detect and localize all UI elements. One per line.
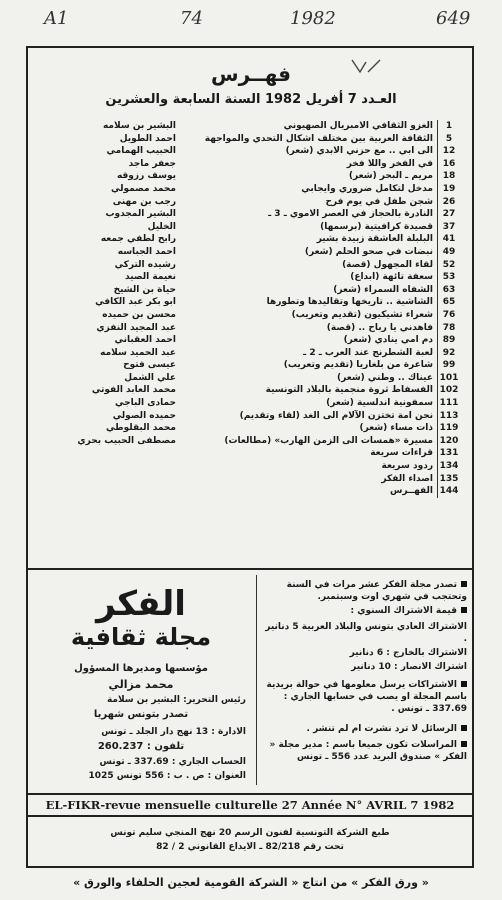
toc-row (36, 221, 460, 234)
toc-page-number: 5 (445, 133, 453, 144)
toc-author: ابو بكر عبد الكافي (95, 297, 176, 308)
toc-page-number: 76 (442, 309, 456, 320)
toc-separator (437, 259, 438, 272)
toc-separator (437, 183, 438, 196)
printer-line: تحت رقم 82/218 ـ الايداع القانوني 2 / 82 (156, 842, 344, 852)
toc-title: مدخل لتكامل ضروري وايجابي (301, 183, 433, 194)
toc-author: عيسى فتوح (123, 360, 176, 371)
publication-frequency: تصدر بتونس شهريا (93, 709, 189, 720)
toc-author: رشيده التركي (114, 259, 176, 270)
sub-text: الاشتراك العادي بتونس والبلاد العربية 5 دنانير . (265, 622, 467, 644)
toc-separator (437, 460, 438, 473)
toc-row (36, 133, 460, 146)
toc-page-number: 65 (442, 297, 456, 308)
sub-text: تصدر مجلة الفكر عشر مرات في السنة وتحتجب في شهري اوت وسبتمبر. (286, 580, 467, 602)
bullet-icon (461, 581, 467, 587)
toc-author: محمد مصمولي (110, 183, 176, 194)
toc-separator (437, 309, 438, 322)
toc-separator (437, 359, 438, 372)
toc-author: احمد الجباسه (117, 246, 176, 257)
sub-item (263, 605, 467, 617)
toc-author: حياة بن الشيخ (113, 284, 176, 295)
toc-separator (437, 322, 438, 335)
toc-author: مصطفى الحبيب بحري (77, 435, 176, 446)
toc-title: لعبة الشطرنج عند العرب ـ 2 ـ (303, 347, 433, 358)
bullet-icon (461, 607, 467, 613)
toc-page-number: 135 (439, 473, 459, 484)
toc-author: رجب بن مهنى (112, 196, 176, 207)
toc-title: مريم ـ البحر (شعر) (348, 171, 433, 182)
handwritten-code-mid: 74 (180, 8, 203, 29)
toc-page-number: 16 (442, 158, 456, 169)
toc-title: اصداء الفكر (381, 473, 433, 484)
toc-page-number: 99 (442, 360, 456, 371)
toc-title: الفسفاط ثروة منجمية بالبلاد التونسية (265, 385, 433, 396)
toc-page-number: 134 (439, 461, 459, 472)
toc-page-number: 18 (442, 171, 456, 182)
sub-item (263, 647, 467, 659)
paper-note: « ورق الفكر » من انتاج « الشركة القومية لعجين الحلفاء والورق » (73, 876, 429, 889)
toc-title: قراءات سريعة (370, 448, 433, 459)
toc-separator (437, 384, 438, 397)
bank-account: الحساب الجاري : 337.69 ـ تونس (99, 757, 246, 767)
toc-author: عبد المجيد النفزي (96, 322, 176, 333)
toc-separator (437, 473, 438, 486)
toc-row (36, 145, 460, 158)
toc-row (36, 246, 460, 259)
phone: تلفون : 260.237 (97, 741, 185, 752)
toc-row (36, 259, 460, 272)
toc-title: قصيدة كرافيتية (برسمها) (320, 221, 433, 232)
toc-separator (437, 120, 438, 133)
toc-title: النادرة بالحجاز في العصر الاموي ـ 3 ـ (268, 209, 433, 220)
sub-item (263, 723, 467, 735)
toc-separator (437, 422, 438, 435)
toc-author: علي الشمل (124, 372, 176, 383)
magazine-masthead (36, 575, 246, 785)
sub-item (263, 621, 467, 645)
toc-title: شعراء تشيكيون (تقديم وتعريب) (291, 309, 433, 320)
toc-separator (437, 246, 438, 259)
issue-line: العـدد 7 أفريل 1982 السنة السابعة والعشرين (105, 92, 397, 107)
toc-separator (437, 221, 438, 234)
toc-title: البلبلة العاشقة زبيدة بشير (316, 234, 433, 245)
toc-row (36, 170, 460, 183)
toc-title: الشفاه السمراء (شعر) (333, 284, 433, 295)
toc-page-number: 120 (439, 435, 459, 446)
toc-page-number: 63 (442, 284, 456, 295)
magazine-logo: الفكر (96, 584, 186, 624)
toc-page-number: 131 (439, 448, 459, 459)
toc-title: نبضات في صحو الحلم (شعر) (304, 246, 433, 257)
toc-separator (437, 397, 438, 410)
toc-title: شجن طفل في يوم فرح (325, 196, 433, 207)
toc-row (36, 384, 460, 397)
toc-row (36, 334, 460, 347)
toc-page-number: 52 (442, 259, 456, 270)
handwritten-year: 1982 (290, 8, 336, 29)
sub-text: الاشتراك بالخارج : 6 دنانير (349, 648, 467, 658)
toc-separator (437, 284, 438, 297)
sub-text: قيمة الاشتراك السنوي : (350, 606, 457, 616)
toc-row (36, 435, 460, 448)
sub-text: الرسائل لا ترد نشرت ام لم تنشر . (306, 724, 457, 734)
toc-title: في الفخر واللا فخر (346, 158, 433, 169)
table-of-contents (36, 120, 460, 498)
toc-separator (437, 334, 438, 347)
toc-row (36, 271, 460, 284)
toc-row (36, 347, 460, 360)
toc-author: البشير بن سلامه (102, 121, 176, 131)
toc-row (36, 120, 460, 133)
handwritten-code-right: 649 (436, 8, 471, 29)
toc-page-number: 89 (442, 335, 456, 346)
toc-separator (437, 158, 438, 171)
sub-item (263, 579, 467, 603)
toc-author: رابح لطفي جمعه (100, 234, 176, 245)
toc-row (36, 473, 460, 486)
printer-line: طبع الشركة التونسية لفنون الرسم 20 نهج المنجي سليم تونس (110, 828, 390, 838)
toc-row (36, 460, 460, 473)
toc-page-number: 92 (442, 347, 456, 358)
sub-text: اشتراك الانصار : 10 دنانير (351, 662, 467, 672)
toc-row (36, 208, 460, 221)
toc-page-number: 27 (442, 209, 456, 220)
toc-row (36, 183, 460, 196)
sub-text: المراسلات تكون جميعا باسم : مدير مجلة « الفكر » صندوق البريد عدد 556 ـ تونس (269, 740, 467, 762)
toc-title: سمفونية اندلسية (شعر) (326, 398, 433, 409)
divider (26, 568, 474, 570)
toc-author: الخليل (147, 221, 176, 232)
toc-title: شاعرة من بلغاريا (تقديم وتعريب) (283, 360, 433, 371)
toc-author: احمد العقباني (114, 335, 176, 346)
toc-row (36, 284, 460, 297)
postal-address: العنوان : ص . ب : 556 تونس 1025 (88, 771, 246, 781)
toc-row (36, 296, 460, 309)
toc-title: الفهــرس (389, 486, 433, 497)
toc-separator (437, 170, 438, 183)
sub-item (263, 679, 467, 715)
toc-row (36, 485, 460, 498)
toc-page-number: 53 (442, 272, 456, 283)
toc-row (36, 196, 460, 209)
toc-separator (437, 196, 438, 209)
toc-author: عبد الحميد سلامه (100, 347, 176, 358)
toc-title: مسيرة «همسات الى الزمن الهارب» (مطالعات) (224, 435, 433, 446)
toc-author: حمادى الباجي (114, 398, 176, 409)
toc-row (36, 410, 460, 423)
toc-page-number: 1 (445, 121, 453, 131)
toc-title: الى ابي .. مع حزني الابدي (شعر) (285, 146, 433, 157)
toc-title: الثقافة العربية بين مختلف اشكال التحدي والمواجهة (204, 133, 433, 144)
bullet-icon (461, 681, 467, 687)
toc-separator (437, 410, 438, 423)
footer-latin: EL-FIKR-revue mensuelle culturelle 27 Année N° AVRIL 7 1982 (26, 793, 474, 817)
toc-author: نعيمة الصيد (125, 272, 176, 283)
toc-separator (437, 372, 438, 385)
toc-author: جعفر ماجد (128, 158, 176, 169)
toc-author: البشير المجدوب (105, 209, 176, 220)
founder-label: مؤسسها ومديرها المسؤول (74, 663, 208, 674)
toc-title: فاهدني يا رباح .. (قصة) (326, 322, 433, 333)
toc-page-number: 113 (439, 410, 459, 421)
toc-page-number: 19 (442, 183, 456, 194)
toc-row (36, 397, 460, 410)
bullet-icon (461, 725, 467, 731)
toc-separator (437, 133, 438, 146)
toc-title: لقاء المجهول (قصة) (342, 259, 433, 270)
toc-separator (437, 485, 438, 498)
toc-author: محمد البقلوطي (106, 423, 176, 434)
toc-author: يوسف رزوقه (116, 171, 176, 182)
toc-page-number: 101 (439, 372, 459, 383)
toc-separator (437, 271, 438, 284)
toc-title: ردود سريعة (381, 461, 433, 472)
toc-row (36, 372, 460, 385)
toc-page-number: 12 (442, 146, 456, 157)
admin-address: الادارة : 13 نهج دار الجلد ـ تونس (101, 727, 246, 737)
toc-row (36, 422, 460, 435)
toc-author: احمد الطويل (119, 133, 176, 144)
toc-separator (437, 296, 438, 309)
sub-item (263, 739, 467, 763)
toc-separator (437, 435, 438, 448)
toc-title: ذات مساء (شعر) (359, 423, 433, 434)
toc-page-number: 41 (442, 234, 456, 245)
handwritten-code-left: A1 (44, 8, 69, 29)
subscription-info (256, 575, 471, 785)
bullet-icon (461, 741, 467, 747)
toc-title: دم امي ينادي (شعر) (343, 335, 433, 346)
sub-text: الاشتراكات يرسل معلومها في حوالة بريدية باسم المجلة او يصب في حسابها الجاري : 337.69 ـ تونس . (266, 680, 467, 714)
toc-page-number: 26 (442, 196, 456, 207)
toc-title: نحن امة تختزن الآلام الى الغد (لقاء وتقديم) (239, 410, 433, 421)
toc-author: محسن بن حميده (102, 309, 176, 320)
toc-row (36, 158, 460, 171)
toc-author: محمد العابد الفوتي (91, 385, 176, 396)
page-title: فهــرس (210, 62, 291, 86)
printer-info (26, 826, 474, 854)
toc-separator (437, 233, 438, 246)
toc-separator (437, 208, 438, 221)
sub-item (263, 661, 467, 673)
founder-name: محمد مزالي (108, 678, 174, 691)
toc-page-number: 111 (439, 398, 459, 409)
toc-page-number: 78 (442, 322, 456, 333)
toc-title: سعفة تائهة (ابداع) (350, 272, 433, 283)
toc-row (36, 447, 460, 460)
toc-separator (437, 145, 438, 158)
toc-page-number: 102 (439, 385, 459, 396)
toc-author: حميده الصولي (112, 410, 176, 421)
toc-title: الشاشية .. تاريخها وتقاليدها وتطورها (266, 297, 433, 308)
toc-page-number: 144 (439, 486, 459, 497)
toc-author: الحبيب الهمامي (106, 146, 176, 157)
magazine-subtitle: مجلة ثقافية (70, 623, 212, 651)
toc-row (36, 322, 460, 335)
toc-separator (437, 347, 438, 360)
toc-title: الغزو الثقافي الامبريال الصهيوني (283, 121, 433, 131)
toc-row (36, 359, 460, 372)
toc-page-number: 37 (442, 221, 456, 232)
editor-line: رئيس التحرير: البشير بن سلامة (106, 695, 246, 705)
toc-separator (437, 447, 438, 460)
toc-page-number: 119 (439, 423, 459, 434)
toc-page-number: 49 (442, 246, 456, 257)
toc-title: عيناك .. وطني (شعر) (337, 372, 433, 383)
toc-row (36, 233, 460, 246)
toc-row (36, 309, 460, 322)
